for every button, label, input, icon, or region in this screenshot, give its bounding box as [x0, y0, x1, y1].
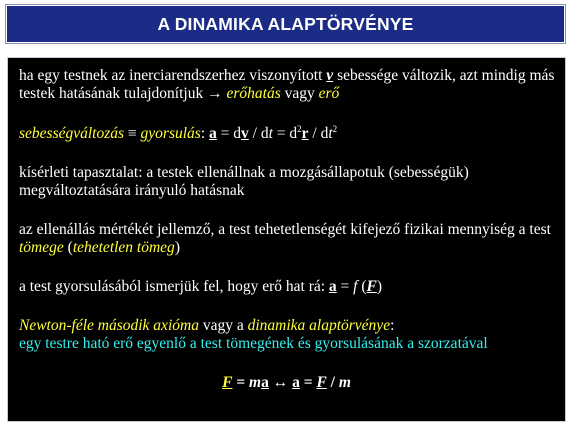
function-symbol: f: [353, 278, 358, 295]
text-run: ha egy testnek az inerciarendszerhez viszonyított: [19, 67, 327, 84]
text-run: = d: [216, 125, 242, 142]
paragraph-mass: [19, 221, 557, 257]
force-symbol: F: [222, 374, 233, 391]
slide-content: [7, 57, 566, 422]
acceleration-symbol: a: [328, 278, 337, 295]
text-run: az ellenállás mértékét jellemző, a test tehetetlenségét kifejező fizikai mennyiség a test: [19, 221, 551, 238]
acceleration-symbol: a: [261, 374, 269, 391]
text-run: :: [200, 125, 210, 142]
mass-symbol: m: [338, 374, 351, 391]
keyword-tehetetlen-tomeg: tehetetlen tömeg: [72, 239, 175, 256]
velocity-symbol: v: [326, 67, 334, 84]
paragraph-force-definition: [19, 67, 557, 103]
text-run: sebessége változik, azt mindig más testek hatásának tulajdonítjuk →: [19, 67, 555, 102]
keyword-tomege: tömege: [19, 239, 64, 256]
paragraph-experience: kísérleti tapasztalat: a testek ellenállnak a mozgásállapotuk (sebességük) megváltoztatására irányuló hatásnak: [19, 164, 469, 199]
keyword-gyorsulas: gyorsulás: [140, 125, 201, 142]
text-run: =: [232, 374, 250, 391]
keyword-erohatas: erőhatás: [226, 85, 281, 102]
time-symbol: t: [268, 125, 273, 142]
slide-title: A DINAMIKA ALAPTÖRVÉNYE: [157, 13, 414, 34]
acceleration-symbol: a: [209, 125, 217, 142]
paragraph-law-statement: egy testre ható erő egyenlő a test tömegének és gyorsulásának a szorzatával: [19, 335, 488, 352]
text-run: vagy: [280, 85, 319, 102]
superscript: 2: [332, 123, 338, 134]
formula-newton-second-law: [8, 374, 565, 392]
keyword-newton-axiom: Newton-féle második axióma: [19, 317, 199, 334]
equivalence-arrow: ↔: [268, 374, 293, 391]
force-symbol: F: [366, 278, 377, 295]
text-run: /: [326, 374, 339, 391]
slide-title-bar: [6, 5, 565, 43]
acceleration-symbol: a: [292, 374, 300, 391]
paragraph-newton-axiom: [19, 317, 557, 335]
text-run: vagy a: [198, 317, 248, 334]
text-run: / d: [248, 125, 269, 142]
text-run: ): [174, 239, 180, 256]
text-run: (: [63, 239, 73, 256]
paragraph-acceleration: [19, 125, 557, 143]
text-run: ≡: [124, 125, 141, 142]
keyword-dinamika-alaptorvenye: dinamika alaptörvénye: [247, 317, 391, 334]
text-run: =: [299, 374, 317, 391]
keyword-sebessegvaltozas: sebességváltozás: [19, 125, 125, 142]
text-run: (: [357, 278, 367, 295]
text-run: ): [376, 278, 383, 295]
position-symbol: r: [301, 125, 309, 142]
mass-symbol: m: [249, 374, 262, 391]
text-run: a test gyorsulásából ismerjük fel, hogy erő hat rá:: [19, 278, 329, 295]
force-symbol: F: [316, 374, 327, 391]
paragraph-force-recognition: [19, 278, 557, 296]
text-run: =: [336, 278, 354, 295]
time-symbol: t: [328, 125, 333, 142]
keyword-ero: erő: [318, 85, 340, 102]
text-run: :: [390, 317, 395, 334]
superscript: 2: [297, 123, 302, 134]
velocity-symbol: v: [241, 125, 249, 142]
text-run: / d: [308, 125, 329, 142]
text-run: = d: [272, 125, 298, 142]
